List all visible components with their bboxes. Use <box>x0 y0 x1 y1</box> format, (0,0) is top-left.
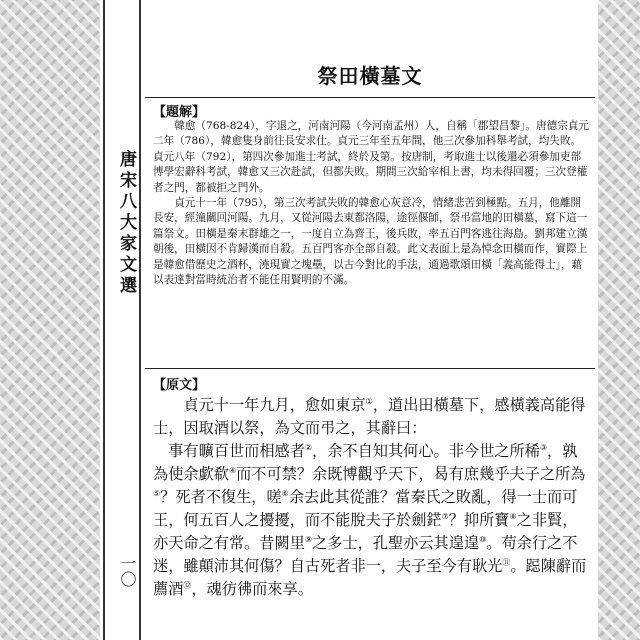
intro-heading: 【題解】 <box>153 105 206 120</box>
text-segment: ，魂彷彿而來享。 <box>191 580 313 598</box>
footnote-marker: ⑤ <box>153 488 161 498</box>
footnote-marker: ⑥ <box>281 488 289 498</box>
decorative-lattice-border-right <box>598 0 640 640</box>
text-segment: 之非賢，亦天命之有常。昔闕里 <box>153 511 578 552</box>
footnote-marker: ⑩ <box>479 534 487 544</box>
text-segment: 余去此其從誰？當秦氏之敗亂，得一士而可王，何五百人之擾擾，而不能脫夫子於劍鋩 <box>153 488 578 529</box>
article-title: 祭田橫墓文 <box>317 64 423 88</box>
book-title: 唐宋八大家文選 <box>116 150 136 297</box>
text-segment: ？抑所寶 <box>448 511 510 529</box>
page-spine <box>103 0 141 640</box>
footnote-marker: ⑦ <box>441 511 449 521</box>
footnote-marker: ② <box>304 442 313 452</box>
intro-text <box>153 119 589 288</box>
footnote-marker: ⑪ <box>502 557 511 567</box>
footnote-marker: ⑧ <box>509 511 517 521</box>
text-segment: ，孰為使余歔欷 <box>153 442 578 483</box>
page-number: 一〇 <box>118 555 137 587</box>
decorative-lattice-border-left <box>0 0 100 640</box>
text-heading: 【原文】 <box>153 378 206 393</box>
page-content <box>145 0 595 640</box>
intro-paragraph: 韓愈（768-824），字退之，河南河陽（今河南孟州）人，自稱「郡望昌黎」。唐德宗貞元二年（786），韓愈隻身前往長安求仕。貞元三年至五年間，他三次參加科舉考試，均失敗。貞元八年（792），第四次參加進士考試，終於及第。按唐制，考取進士以後還必須參加吏部博學宏辭科考試，韓愈又三次赴試，但都失敗。期間三次給宰相上書，均未得回覆；三次登權者之門，都被拒之門外。 <box>153 120 589 194</box>
text-segment: 之多士，孔聖亦云其遑遑 <box>312 534 480 552</box>
footnote-marker: ④ <box>228 465 237 475</box>
text-segment: 。苟余行之不迷，雖顛沛其何傷？自古死者非一，夫子至今有耿光 <box>153 534 578 575</box>
text-paragraph <box>153 394 589 440</box>
section-rule-middle <box>145 368 595 369</box>
intro-paragraph: 貞元十一年（795），第三次考試失敗的韓愈心灰意冷，情緒悲苦到極點。五月，他離開長安，經潼關回河陽。九月，又從河陽去東都洛陽，途徑偃師，祭弔當地的田橫墓，寫下這一篇祭文。田橫是秦末群雄之一，一度自立為齊王，後兵敗，率五百門客逃往海島。劉邦建立漢朝後，田橫因不肯歸漢而自殺。五百門客亦全部自殺。此文表面上是為悼念田橫而作，實際上是韓愈借歷史之酒杯，澆現實之塊壘，以古今對比的手法，通過歌頌田橫「義高能得士」，藉以表達對當時統治者不能任用賢明的不滿。 <box>153 197 588 287</box>
footnote-marker: ⑨ <box>304 534 313 544</box>
text-segment: 而不可禁？余既博觀乎天下，曷有庶幾乎夫子之所為 <box>236 465 586 483</box>
original-text <box>153 394 589 601</box>
footnote-marker: ① <box>365 396 373 406</box>
section-rule-top <box>145 97 595 98</box>
footnote-marker: ⑫ <box>183 580 192 590</box>
footnote-marker: ③ <box>539 442 548 452</box>
text-segment: ，余不自知其何心。非今世之所稀 <box>312 442 540 460</box>
text-paragraph <box>153 440 589 601</box>
text-segment: 事有曠百世而相感者 <box>168 442 305 460</box>
text-segment: ，道出田橫墓下，感橫義高能得士，因取酒以祭，為文而弔之，其辭曰： <box>153 396 586 437</box>
text-segment: 。跽陳辭而薦酒 <box>153 557 587 598</box>
text-segment: 貞元十一年九月，愈如東京 <box>183 396 366 414</box>
text-segment: ？死者不復生，嗟 <box>160 488 282 506</box>
